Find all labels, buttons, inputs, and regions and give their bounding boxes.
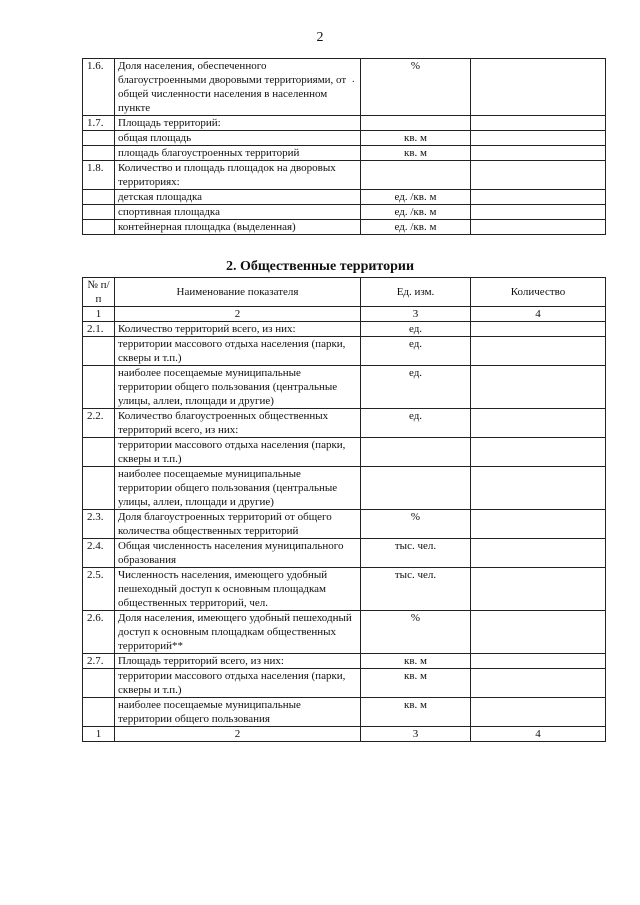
qty-cell [471, 205, 606, 220]
num-cell [83, 146, 115, 161]
table-row [83, 510, 606, 539]
name-cell: общая площадь [115, 131, 361, 146]
num-cell: 2.1. [83, 322, 115, 337]
unit-cell: ед. [361, 366, 471, 409]
page-number: 2 [316, 30, 324, 45]
qty-cell [471, 611, 606, 654]
table2-body [83, 322, 606, 727]
table-row [83, 654, 606, 669]
qty-cell [471, 59, 606, 116]
table-public-territories [82, 277, 606, 742]
name-cell: территории массового отдыха населения (парки, скверы и т.п.) [115, 669, 361, 698]
table-row [83, 146, 606, 161]
unit-cell: ед. [361, 322, 471, 337]
unit-cell: кв. м [361, 146, 471, 161]
table-row [83, 409, 606, 438]
table-courtyard-indicators [82, 58, 606, 235]
table-row [83, 161, 606, 190]
qty-cell [471, 190, 606, 205]
name-cell: Количество территорий всего, из них: [115, 322, 361, 337]
qty-cell [471, 568, 606, 611]
name-cell: наиболее посещаемые муниципальные территории общего пользования (центральные улицы, аллеи, площади и другие) [115, 467, 361, 510]
unit-cell: ед. /кв. м [361, 205, 471, 220]
unit-cell [361, 467, 471, 510]
unit-cell: % [361, 611, 471, 654]
num-cell [83, 337, 115, 366]
unit-cell: ед. [361, 409, 471, 438]
table-row [83, 698, 606, 727]
qty-cell [471, 409, 606, 438]
qty-cell [471, 146, 606, 161]
qty-cell [471, 366, 606, 409]
colnum-3: 3 [361, 307, 471, 322]
qty-cell [471, 467, 606, 510]
section-title: 2. Общественные территории [225, 259, 415, 274]
footer-colnum-1: 1 [83, 727, 115, 742]
name-cell: детская площадка [115, 190, 361, 205]
unit-cell: % [361, 510, 471, 539]
table-row [83, 539, 606, 568]
header-unit: Ед. изм. [361, 278, 471, 307]
table-row [83, 366, 606, 409]
name-cell: площадь благоустроенных территорий [115, 146, 361, 161]
qty-cell [471, 220, 606, 235]
footer-colnum-4: 4 [471, 727, 606, 742]
table-header-row [83, 278, 606, 307]
qty-cell [471, 539, 606, 568]
unit-cell: ед. [361, 337, 471, 366]
qty-cell [471, 322, 606, 337]
num-cell: 1.6. [83, 59, 115, 116]
name-cell: Общая численность населения муниципального образования [115, 539, 361, 568]
colnum-1: 1 [83, 307, 115, 322]
num-cell [83, 669, 115, 698]
colnum-4: 4 [471, 307, 606, 322]
num-cell: 2.3. [83, 510, 115, 539]
qty-cell [471, 698, 606, 727]
table-row [83, 59, 606, 116]
name-cell: территории массового отдыха населения (парки, скверы и т.п.) [115, 337, 361, 366]
num-cell: 2.5. [83, 568, 115, 611]
num-cell: 2.2. [83, 409, 115, 438]
name-cell: Доля населения, имеющего удобный пешеходный доступ к основным площадкам общественных территорий** [115, 611, 361, 654]
name-cell: Площадь территорий: [115, 116, 361, 131]
column-number-row [83, 307, 606, 322]
num-cell: 2.4. [83, 539, 115, 568]
name-cell: Количество благоустроенных общественных территорий всего, из них: [115, 409, 361, 438]
num-cell: 2.6. [83, 611, 115, 654]
qty-cell [471, 161, 606, 190]
num-cell [83, 438, 115, 467]
header-name: Наименование показателя [115, 278, 361, 307]
name-cell: Площадь территорий всего, из них: [115, 654, 361, 669]
num-cell [83, 467, 115, 510]
footer-colnum-3: 3 [361, 727, 471, 742]
name-cell: наиболее посещаемые муниципальные территории общего пользования (центральные улицы, аллеи, площади и другие) [115, 366, 361, 409]
num-cell: 1.7. [83, 116, 115, 131]
unit-cell: кв. м [361, 654, 471, 669]
name-cell: спортивная площадка [115, 205, 361, 220]
table1-body [83, 59, 606, 235]
table-row [83, 669, 606, 698]
qty-cell [471, 510, 606, 539]
name-cell: Доля благоустроенных территорий от общего количества общественных территорий [115, 510, 361, 539]
name-cell: территории массового отдыха населения (парки, скверы и т.п.) [115, 438, 361, 467]
table-row [83, 611, 606, 654]
qty-cell [471, 131, 606, 146]
table-row [83, 131, 606, 146]
num-cell [83, 698, 115, 727]
qty-cell [471, 654, 606, 669]
table-row [83, 322, 606, 337]
table-row [83, 438, 606, 467]
num-cell [83, 131, 115, 146]
unit-cell: тыс. чел. [361, 539, 471, 568]
num-cell [83, 205, 115, 220]
name-cell: Численность населения, имеющего удобный пешеходный доступ к основным площадкам общественных территорий, чел. [115, 568, 361, 611]
name-cell: контейнерная площадка (выделенная) [115, 220, 361, 235]
num-cell [83, 190, 115, 205]
num-cell: 1.8. [83, 161, 115, 190]
table-row [83, 190, 606, 205]
scan-speck: . [352, 74, 355, 85]
table-row [83, 205, 606, 220]
footer-colnum-2: 2 [115, 727, 361, 742]
footer-column-number-row [83, 727, 606, 742]
unit-cell: ед. /кв. м [361, 190, 471, 205]
unit-cell: кв. м [361, 669, 471, 698]
table-row [83, 568, 606, 611]
qty-cell [471, 337, 606, 366]
name-cell: Доля населения, обеспеченного благоустроенными дворовыми территориями, от общей численности населения в населенном пункте [115, 59, 361, 116]
num-cell: 2.7. [83, 654, 115, 669]
unit-cell: ед. /кв. м [361, 220, 471, 235]
table-row [83, 116, 606, 131]
num-cell [83, 366, 115, 409]
unit-cell: тыс. чел. [361, 568, 471, 611]
unit-cell [361, 116, 471, 131]
unit-cell [361, 161, 471, 190]
header-qty: Количество [471, 278, 606, 307]
unit-cell: кв. м [361, 698, 471, 727]
unit-cell [361, 438, 471, 467]
table-row [83, 467, 606, 510]
colnum-2: 2 [115, 307, 361, 322]
qty-cell [471, 438, 606, 467]
header-num: № п/п [83, 278, 115, 307]
num-cell [83, 220, 115, 235]
unit-cell: кв. м [361, 131, 471, 146]
name-cell: Количество и площадь площадок на дворовых территориях: [115, 161, 361, 190]
table-row [83, 337, 606, 366]
unit-cell: % [361, 59, 471, 116]
name-cell: наиболее посещаемые муниципальные территории общего пользования [115, 698, 361, 727]
table-row [83, 220, 606, 235]
qty-cell [471, 116, 606, 131]
qty-cell [471, 669, 606, 698]
